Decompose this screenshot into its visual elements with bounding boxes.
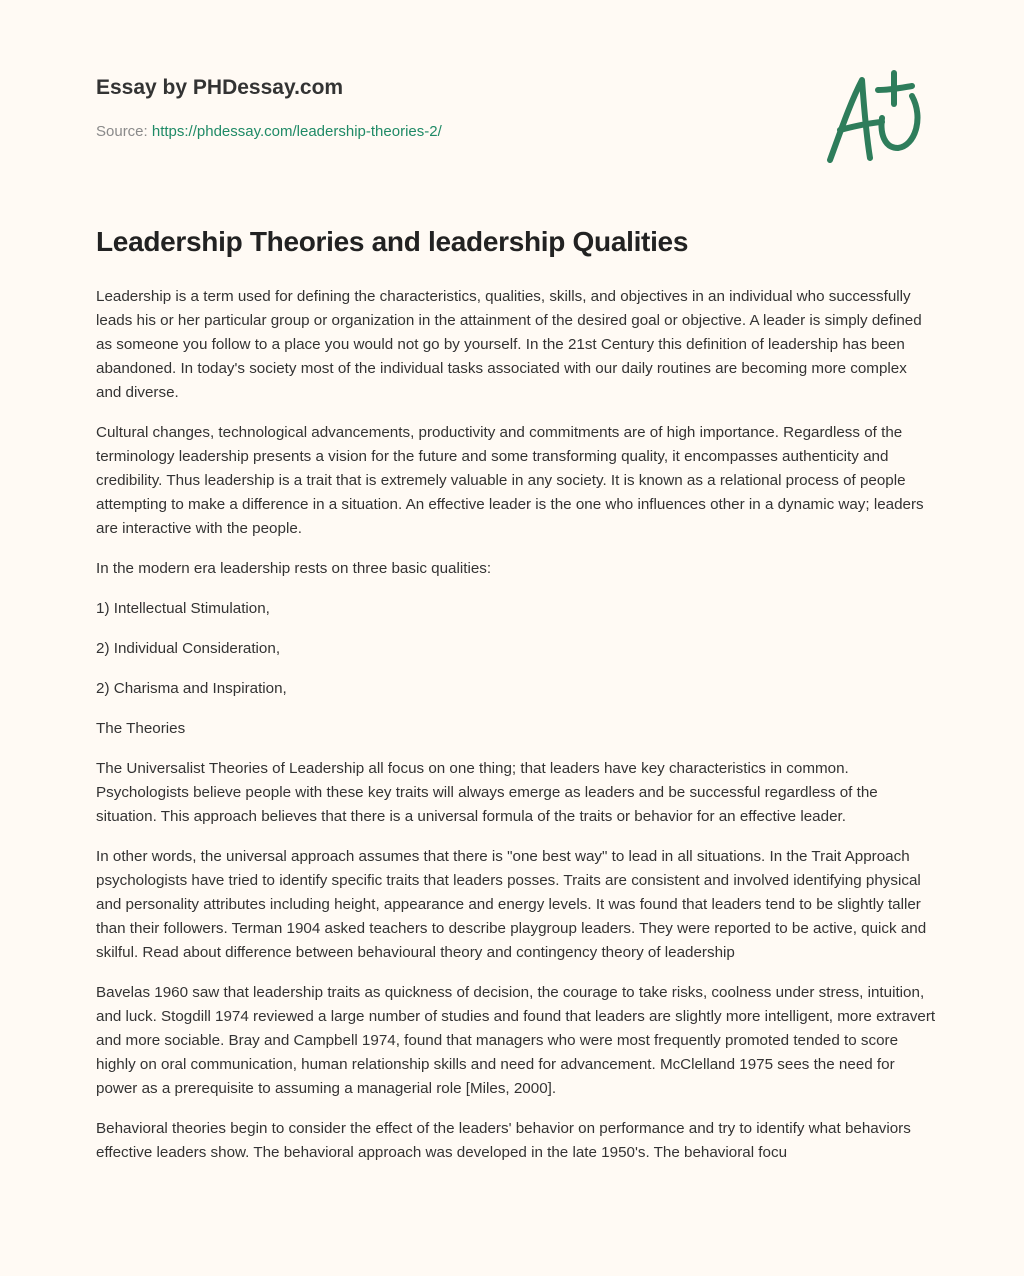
paragraph: In other words, the universal approach assumes that there is "one best way" to lead in all situations. In the Trait Approach psychologists have tried to identify specific traits that leaders posses. Traits are consistent and involved identifying physical and personality attributes including height, appearance and energy levels. It was found that leaders tend to be slightly taller than their followers. Terman 1904 asked teachers to describe playgroup leaders. They were reported to be active, quick and skilful. Read about difference between behavioural theory and contingency theory of leadership: [96, 848, 927, 961]
paragraph: Bavelas 1960 saw that leadership traits as quickness of decision, the courage to take risks, coolness under stress, intuition, and luck. Stogdill 1974 reviewed a large number of studies and found that leaders are slightly more intelligent, more extravert and more sociable. Bray and Campbell 1974, found that managers who were most frequently promoted tended to score highly on oral communication, human relationship skills and need for advancement. McClelland 1975 sees the need for power as a prerequisite to assuming a managerial role [Miles, 2000].: [96, 984, 936, 1097]
paragraph: In the modern era leadership rests on three basic qualities:: [96, 560, 492, 577]
paragraph: Leadership is a term used for defining the characteristics, qualities, skills, and objectives in an individual who successfully leads his or her particular group or organization in the attainment of the desired goal or objective. A leader is simply defined as someone you follow to a place you would not go by yourself. In the 21st Century this definition of leadership has been abandoned. In today's society most of the individual tasks associated with our daily routines are becoming more complex and diverse.: [96, 288, 922, 401]
a-plus-logo-icon: [820, 68, 930, 168]
list-item: 2) Charisma and Inspiration,: [96, 680, 287, 697]
paragraph: Cultural changes, technological advancements, productivity and commitments are of high importance. Regardless of the terminology leadership presents a vision for the future and some transforming quality, it encompasses authenticity and credibility. Thus leadership is a trait that is extremely valuable in any society. It is known as a relational process of people attempting to make a difference in a situation. An effective leader is the one who influences other in a dynamic way; leaders are interactive with the people.: [96, 424, 924, 537]
essay-body: [96, 285, 936, 1181]
paragraph: The Universalist Theories of Leadership all focus on one thing; that leaders have key characteristics in common. Psychologists believe people with these key traits will always emerge as leaders and be successful regardless of the situation. This approach believes that there is a universal formula of the traits or behavior for an effective leader.: [96, 760, 878, 825]
list-item: 1) Intellectual Stimulation,: [96, 600, 270, 617]
paragraph: Behavioral theories begin to consider the effect of the leaders' behavior on performance and try to identify what behaviors effective leaders show. The behavioral approach was developed in the late 1950's. The behavioral focu: [96, 1120, 911, 1161]
list-item: 2) Individual Consideration,: [96, 640, 281, 657]
source-label: Source:: [96, 123, 148, 140]
section-heading: The Theories: [96, 720, 186, 737]
source-link[interactable]: https://phdessay.com/leadership-theories-2/: [151, 123, 442, 140]
source-line: [96, 123, 442, 140]
site-brand: Essay by PHDessay.com: [96, 76, 344, 99]
page-title: Leadership Theories and leadership Qualities: [96, 226, 689, 257]
